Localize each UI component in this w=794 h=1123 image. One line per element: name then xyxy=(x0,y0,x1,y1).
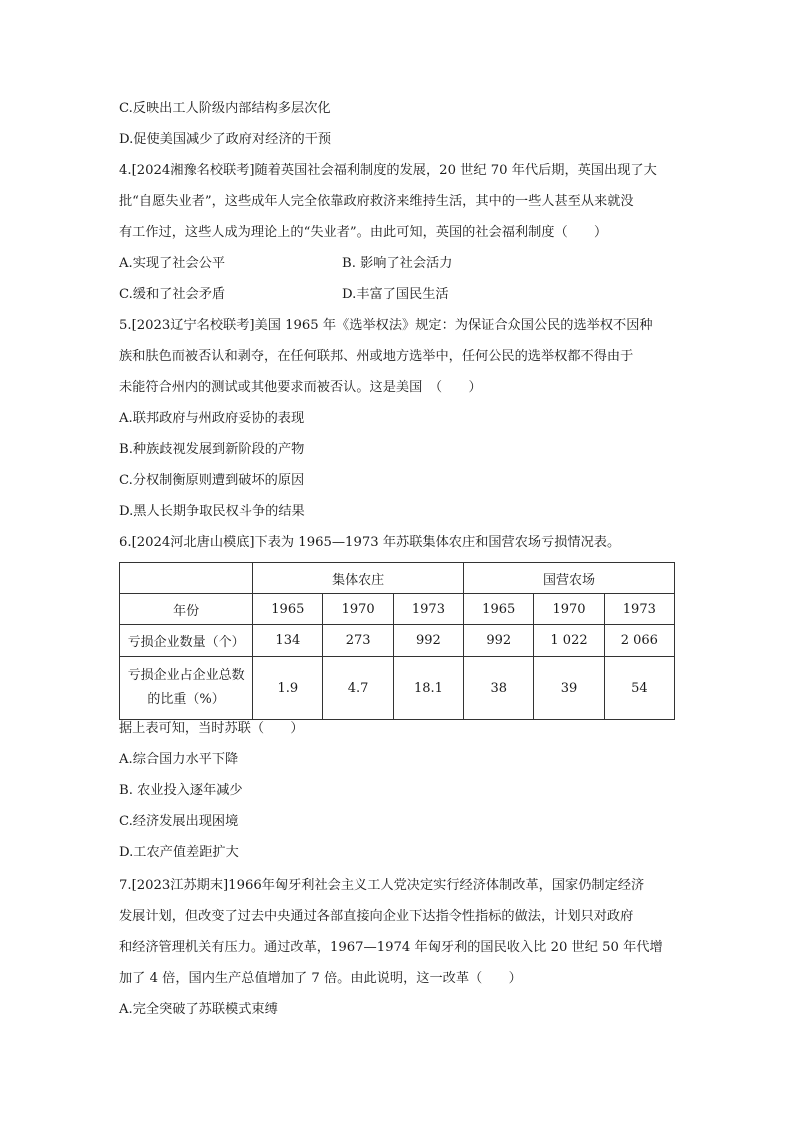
q6-option-d: D.工农产值差距扩大 xyxy=(119,845,239,860)
table-cell: 38 xyxy=(464,657,534,720)
q6-option-c: C.经济发展出现困境 xyxy=(119,814,239,829)
table-row-label: 亏损企业数量（个） xyxy=(120,625,253,657)
q4-option-b: B. 影响了社会活力 xyxy=(342,256,453,271)
table-cell: 2 066 xyxy=(604,625,674,657)
table-row-label-line2: 的比重（%） xyxy=(147,692,225,707)
q7-stem-line3: 和经济管理机关有压力。通过改革，1967—1974 年匈牙利的国民收入比 20 世纪 50 年代增 xyxy=(119,940,663,955)
table-row-label-line1: 亏损企业占企业总数 xyxy=(127,668,245,683)
q6-option-b: B. 农业投入逐年减少 xyxy=(119,783,243,798)
q7-stem-line1: 7.[2023江苏期末]1966年匈牙利社会主义工人党决定实行经济体制改革，国家仍制定经济 xyxy=(119,878,645,893)
table-cell: 1965 xyxy=(464,594,534,625)
table-cell: 992 xyxy=(393,625,463,657)
q5-option-b: B.种族歧视发展到新阶段的产物 xyxy=(119,442,305,457)
q4-stem-line3: 有工作过，这些人成为理论上的“失业者”。由此可知，英国的社会福利制度（ ） xyxy=(119,225,608,240)
table-cell: 4.7 xyxy=(323,657,393,720)
q7-stem-line4: 加了 4 倍，国内生产总值增加了 7 倍。由此说明，这一改革（ ） xyxy=(119,971,522,986)
q6-option-a: A.综合国力水平下降 xyxy=(119,752,239,767)
table-row xyxy=(120,657,675,720)
q4-stem-line2: 批“自愿失业者”，这些成年人完全依靠政府救济来维持生活，其中的一些人甚至从来就没 xyxy=(119,194,634,209)
table-cell: 1970 xyxy=(323,594,393,625)
table-corner-cell xyxy=(120,563,253,594)
q5-option-c: C.分权制衡原则遭到破坏的原因 xyxy=(119,473,305,488)
table-cell: 1973 xyxy=(604,594,674,625)
q6-stem-line2: 据上表可知，当时苏联（ ） xyxy=(119,721,304,736)
table-cell: 1973 xyxy=(393,594,463,625)
table-cell: 992 xyxy=(464,625,534,657)
table-cell: 1965 xyxy=(253,594,323,625)
loss-table xyxy=(119,562,675,720)
table-cell: 134 xyxy=(253,625,323,657)
q5-stem-line2: 族和肤色而被否认和剥夺，在任何联邦、州或地方选举中，任何公民的选举权都不得由于 xyxy=(119,349,634,364)
table-group-collective-farm: 集体农庄 xyxy=(253,563,464,594)
table-cell: 1.9 xyxy=(253,657,323,720)
table-row-label xyxy=(120,657,253,720)
q6-stem-line1: 6.[2024河北唐山模底]下表为 1965—1973 年苏联集体农庄和国营农场亏损情况表。 xyxy=(119,535,621,550)
table-cell: 1 022 xyxy=(534,625,604,657)
q7-option-a: A.完全突破了苏联模式束缚 xyxy=(119,1002,278,1017)
table-header-row xyxy=(120,563,675,594)
q4-option-a: A.实现了社会公平 xyxy=(119,256,226,271)
table-row xyxy=(120,625,675,657)
q5-option-a: A.联邦政府与州政府妥协的表现 xyxy=(119,411,305,426)
q7-stem-line2: 发展计划，但改变了过去中央通过各部直接向企业下达指令性指标的做法，计划只对政府 xyxy=(119,909,634,924)
table-group-state-farm: 国营农场 xyxy=(464,563,675,594)
table-cell: 39 xyxy=(534,657,604,720)
table-row xyxy=(120,594,675,625)
q5-stem-line1: 5.[2023辽宁名校联考]美国 1965 年《选举权法》规定：为保证合众国公民的选举权不因种 xyxy=(119,318,653,333)
table-cell: 18.1 xyxy=(393,657,463,720)
q4-stem-line1: 4.[2024湘豫名校联考]随着英国社会福利制度的发展，20 世纪 70 年代后期，英国出现了大 xyxy=(119,163,657,178)
q5-stem-line3: 未能符合州内的测试或其他要求而被否认。这是美国 （ ） xyxy=(119,380,482,395)
table-cell: 54 xyxy=(604,657,674,720)
q5-option-d: D.黑人长期争取民权斗争的结果 xyxy=(119,504,305,519)
q3-option-d: D.促使美国减少了政府对经济的干预 xyxy=(119,132,332,147)
table-cell: 1970 xyxy=(534,594,604,625)
q4-option-c: C.缓和了社会矛盾 xyxy=(119,287,226,302)
q3-option-c: C.反映出工人阶级内部结构多层次化 xyxy=(119,101,331,116)
q4-option-d: D.丰富了国民生活 xyxy=(342,287,449,302)
table-cell: 273 xyxy=(323,625,393,657)
table-row-label: 年份 xyxy=(120,594,253,625)
